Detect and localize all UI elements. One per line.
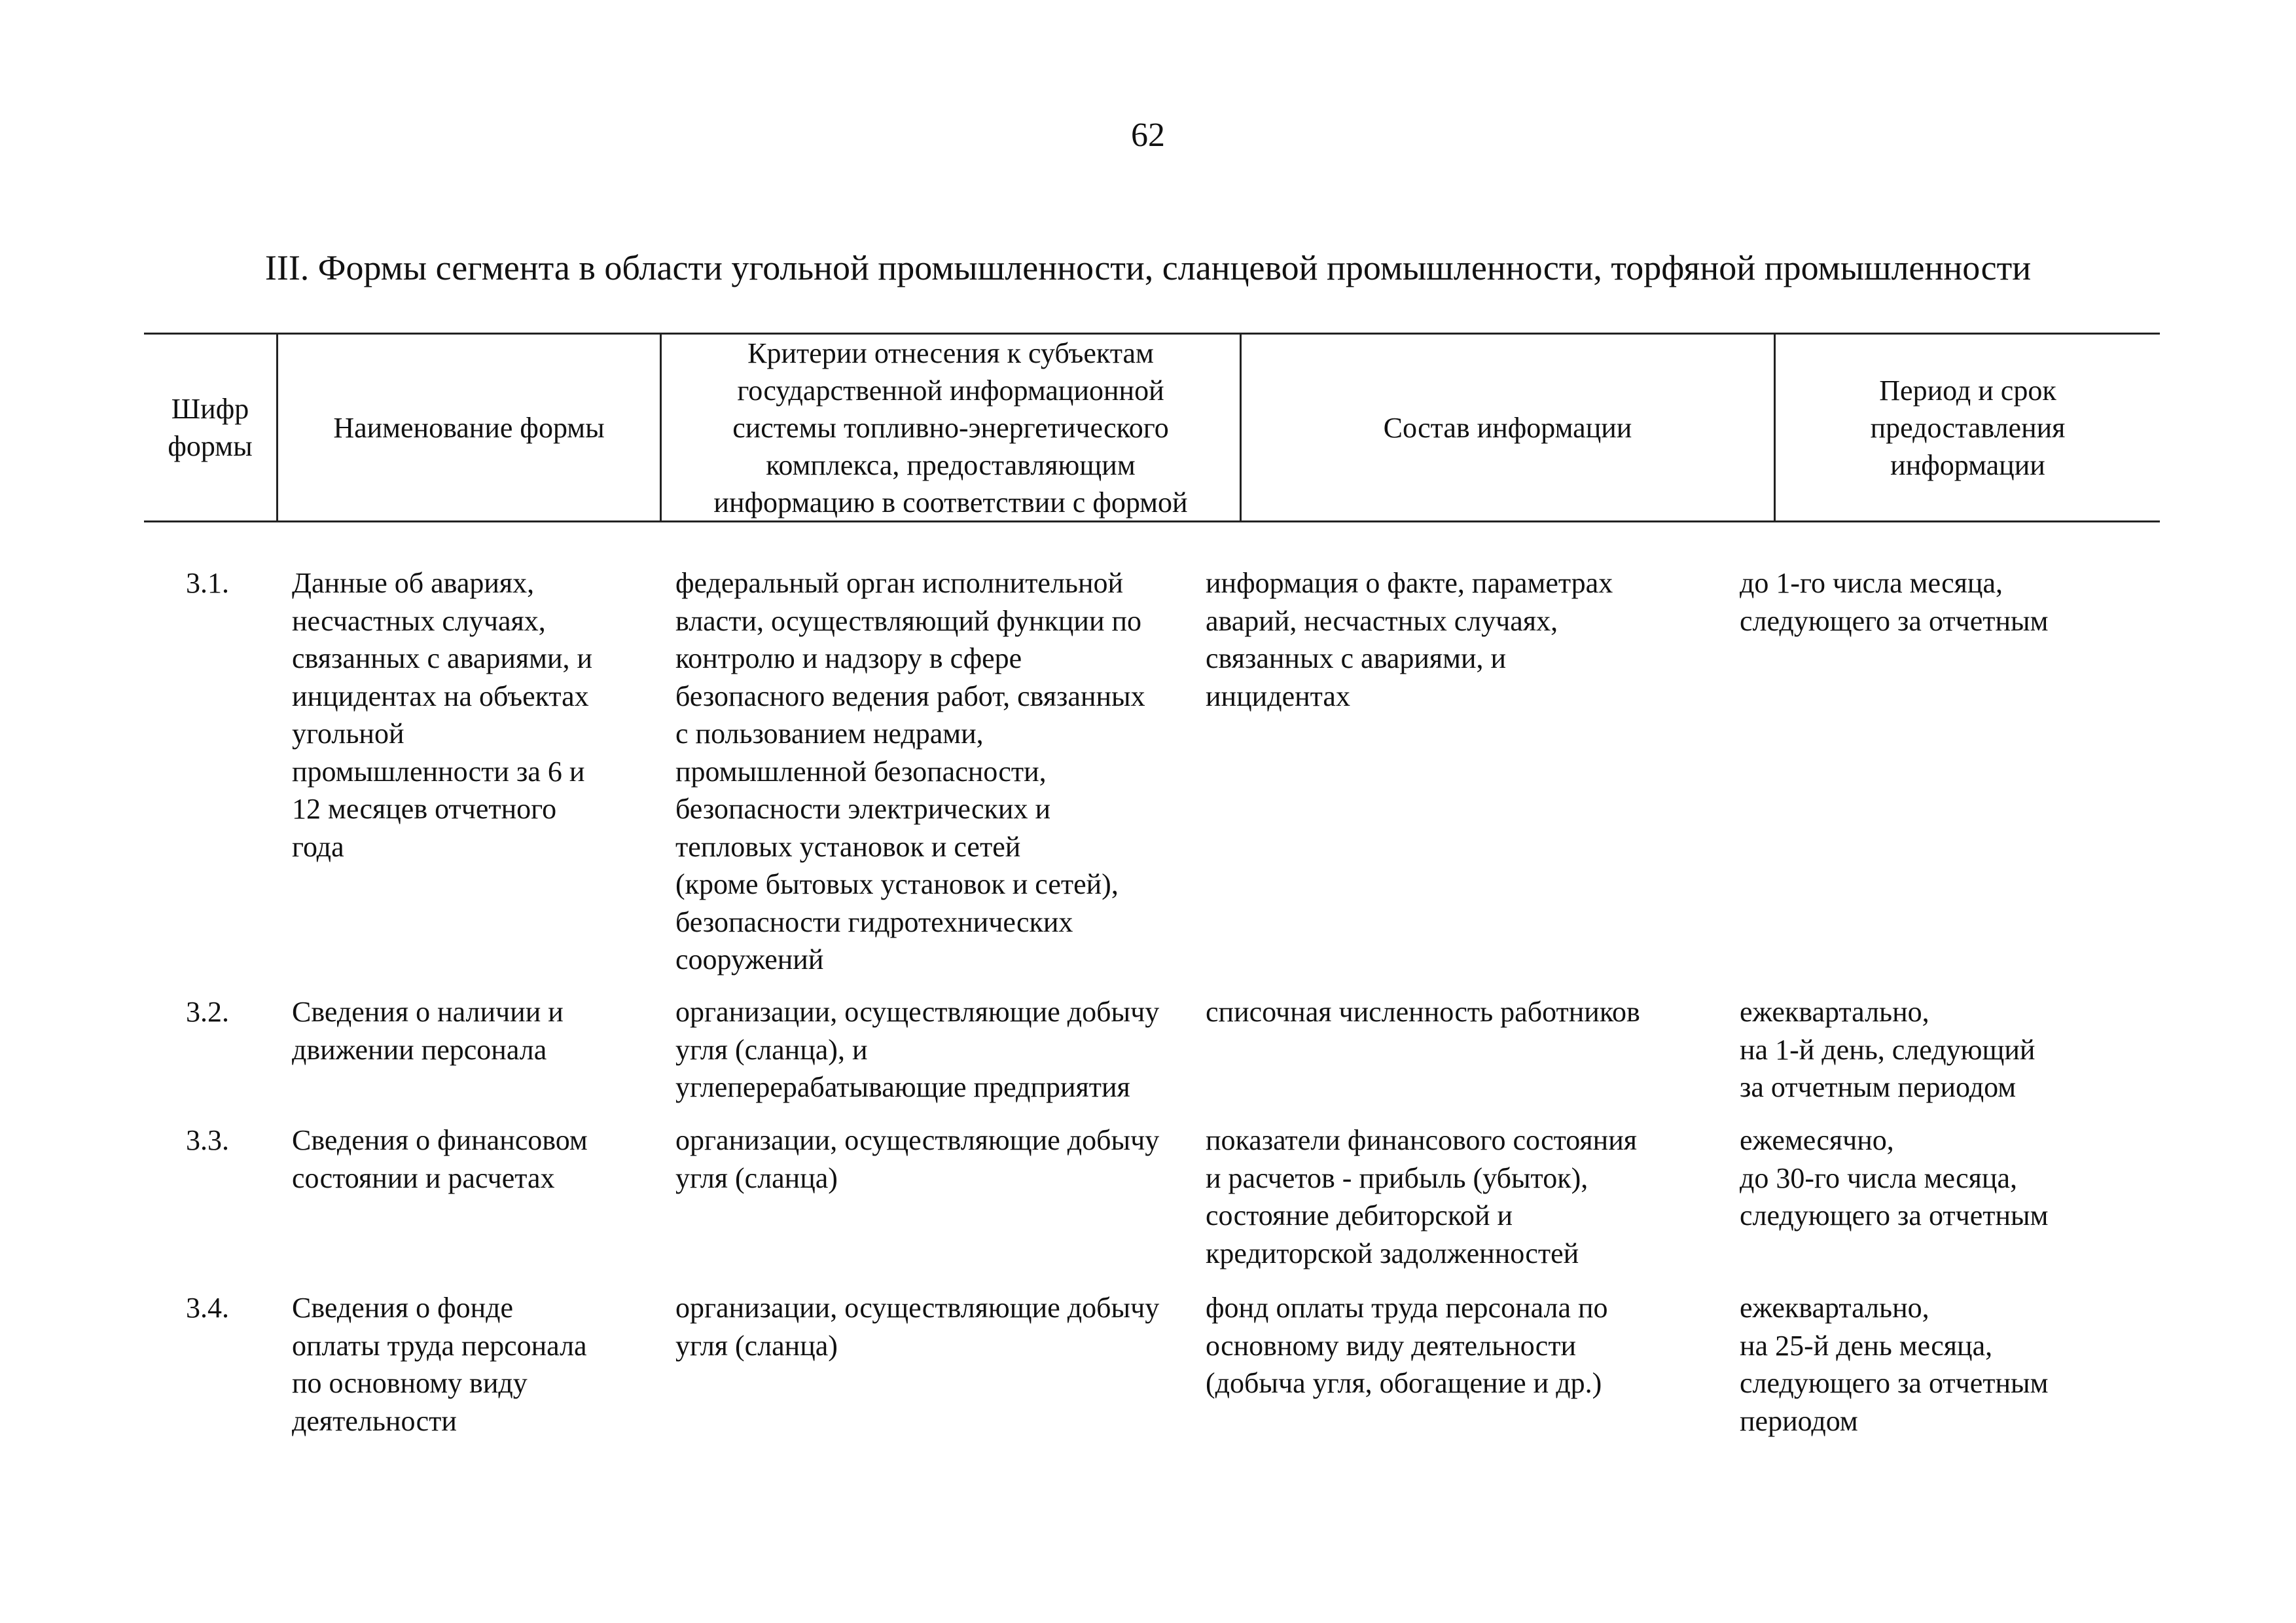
- header-name-label: Наименование формы: [333, 411, 605, 444]
- row-period: ежемесячно, до 30-го числа месяца, следующего за отчетным: [1740, 1124, 2049, 1231]
- row-criteria: организации, осуществляющие добычу угля (сланца), и углеперерабатывающие предприятия: [675, 996, 1160, 1103]
- row-info: информация о факте, параметрах аварий, несчастных случаях, связанных с авариями, и инцидентах: [1206, 567, 1613, 712]
- row-criteria: организации, осуществляющие добычу угля (сланца): [675, 1124, 1160, 1194]
- row-code: 3.1.: [186, 567, 229, 599]
- page-number: 62: [1131, 117, 1165, 154]
- row-period: до 1-го числа месяца, следующего за отчетным: [1740, 567, 2049, 637]
- row-code: 3.4.: [186, 1292, 229, 1324]
- header-criteria-label: Критерии отнесения к субъектам государственной информационной системы топливно-энергетического комплекса, предоставляющим информацию в соответствии с формой: [713, 337, 1188, 519]
- row-info: фонд оплаты труда персонала по основному виду деятельности (добыча угля, обогащение и др.): [1206, 1292, 1608, 1399]
- row-form-name: Данные об авариях, несчастных случаях, связанных с авариями, и инцидентах на объектах угольной промышленности за 6 и 12 месяцев отчетного года: [292, 567, 593, 863]
- row-period: ежеквартально, на 1-й день, следующий за отчетным периодом: [1740, 996, 2036, 1103]
- row-info: показатели финансового состояния и расчетов - прибыль (убыток), состояние дебиторской и кредиторской задолженностей: [1206, 1124, 1637, 1269]
- header-info-label: Состав информации: [1383, 411, 1632, 444]
- row-code: 3.3.: [186, 1124, 229, 1156]
- header-info: [1242, 334, 1774, 521]
- header-period: [1776, 334, 2160, 521]
- header-code: [144, 334, 276, 521]
- row-code: 3.2.: [186, 996, 229, 1028]
- row-info: списочная численность работников: [1206, 996, 1640, 1028]
- header-code-label: Шифр формы: [168, 393, 253, 462]
- row-criteria: федеральный орган исполнительной власти, осуществляющий функции по контролю и надзору в сфере безопасного ведения работ, связанных с пользованием недрами, промышленной безопасности, безопасности электрических и тепловых установок и сетей (кроме бытовых установок и сетей), безопасности гидротехнических сооружений: [675, 567, 1145, 976]
- header-period-label: Период и срок предоставления информации: [1870, 374, 2066, 481]
- header-criteria: [662, 334, 1240, 521]
- section-title: III. Формы сегмента в области угольной промышленности, сланцевой промышленности, торфяной промышленности: [264, 248, 2032, 287]
- row-form-name: Сведения о фонде оплаты труда персонала по основному виду деятельности: [292, 1292, 587, 1437]
- row-form-name: Сведения о финансовом состоянии и расчетах: [292, 1124, 588, 1194]
- table-header-rule: [144, 520, 2160, 522]
- row-period: ежеквартально, на 25-й день месяца, следующего за отчетным периодом: [1740, 1292, 2049, 1437]
- row-form-name: Сведения о наличии и движении персонала: [292, 996, 564, 1066]
- row-criteria: организации, осуществляющие добычу угля (сланца): [675, 1292, 1160, 1362]
- header-name: [278, 334, 660, 521]
